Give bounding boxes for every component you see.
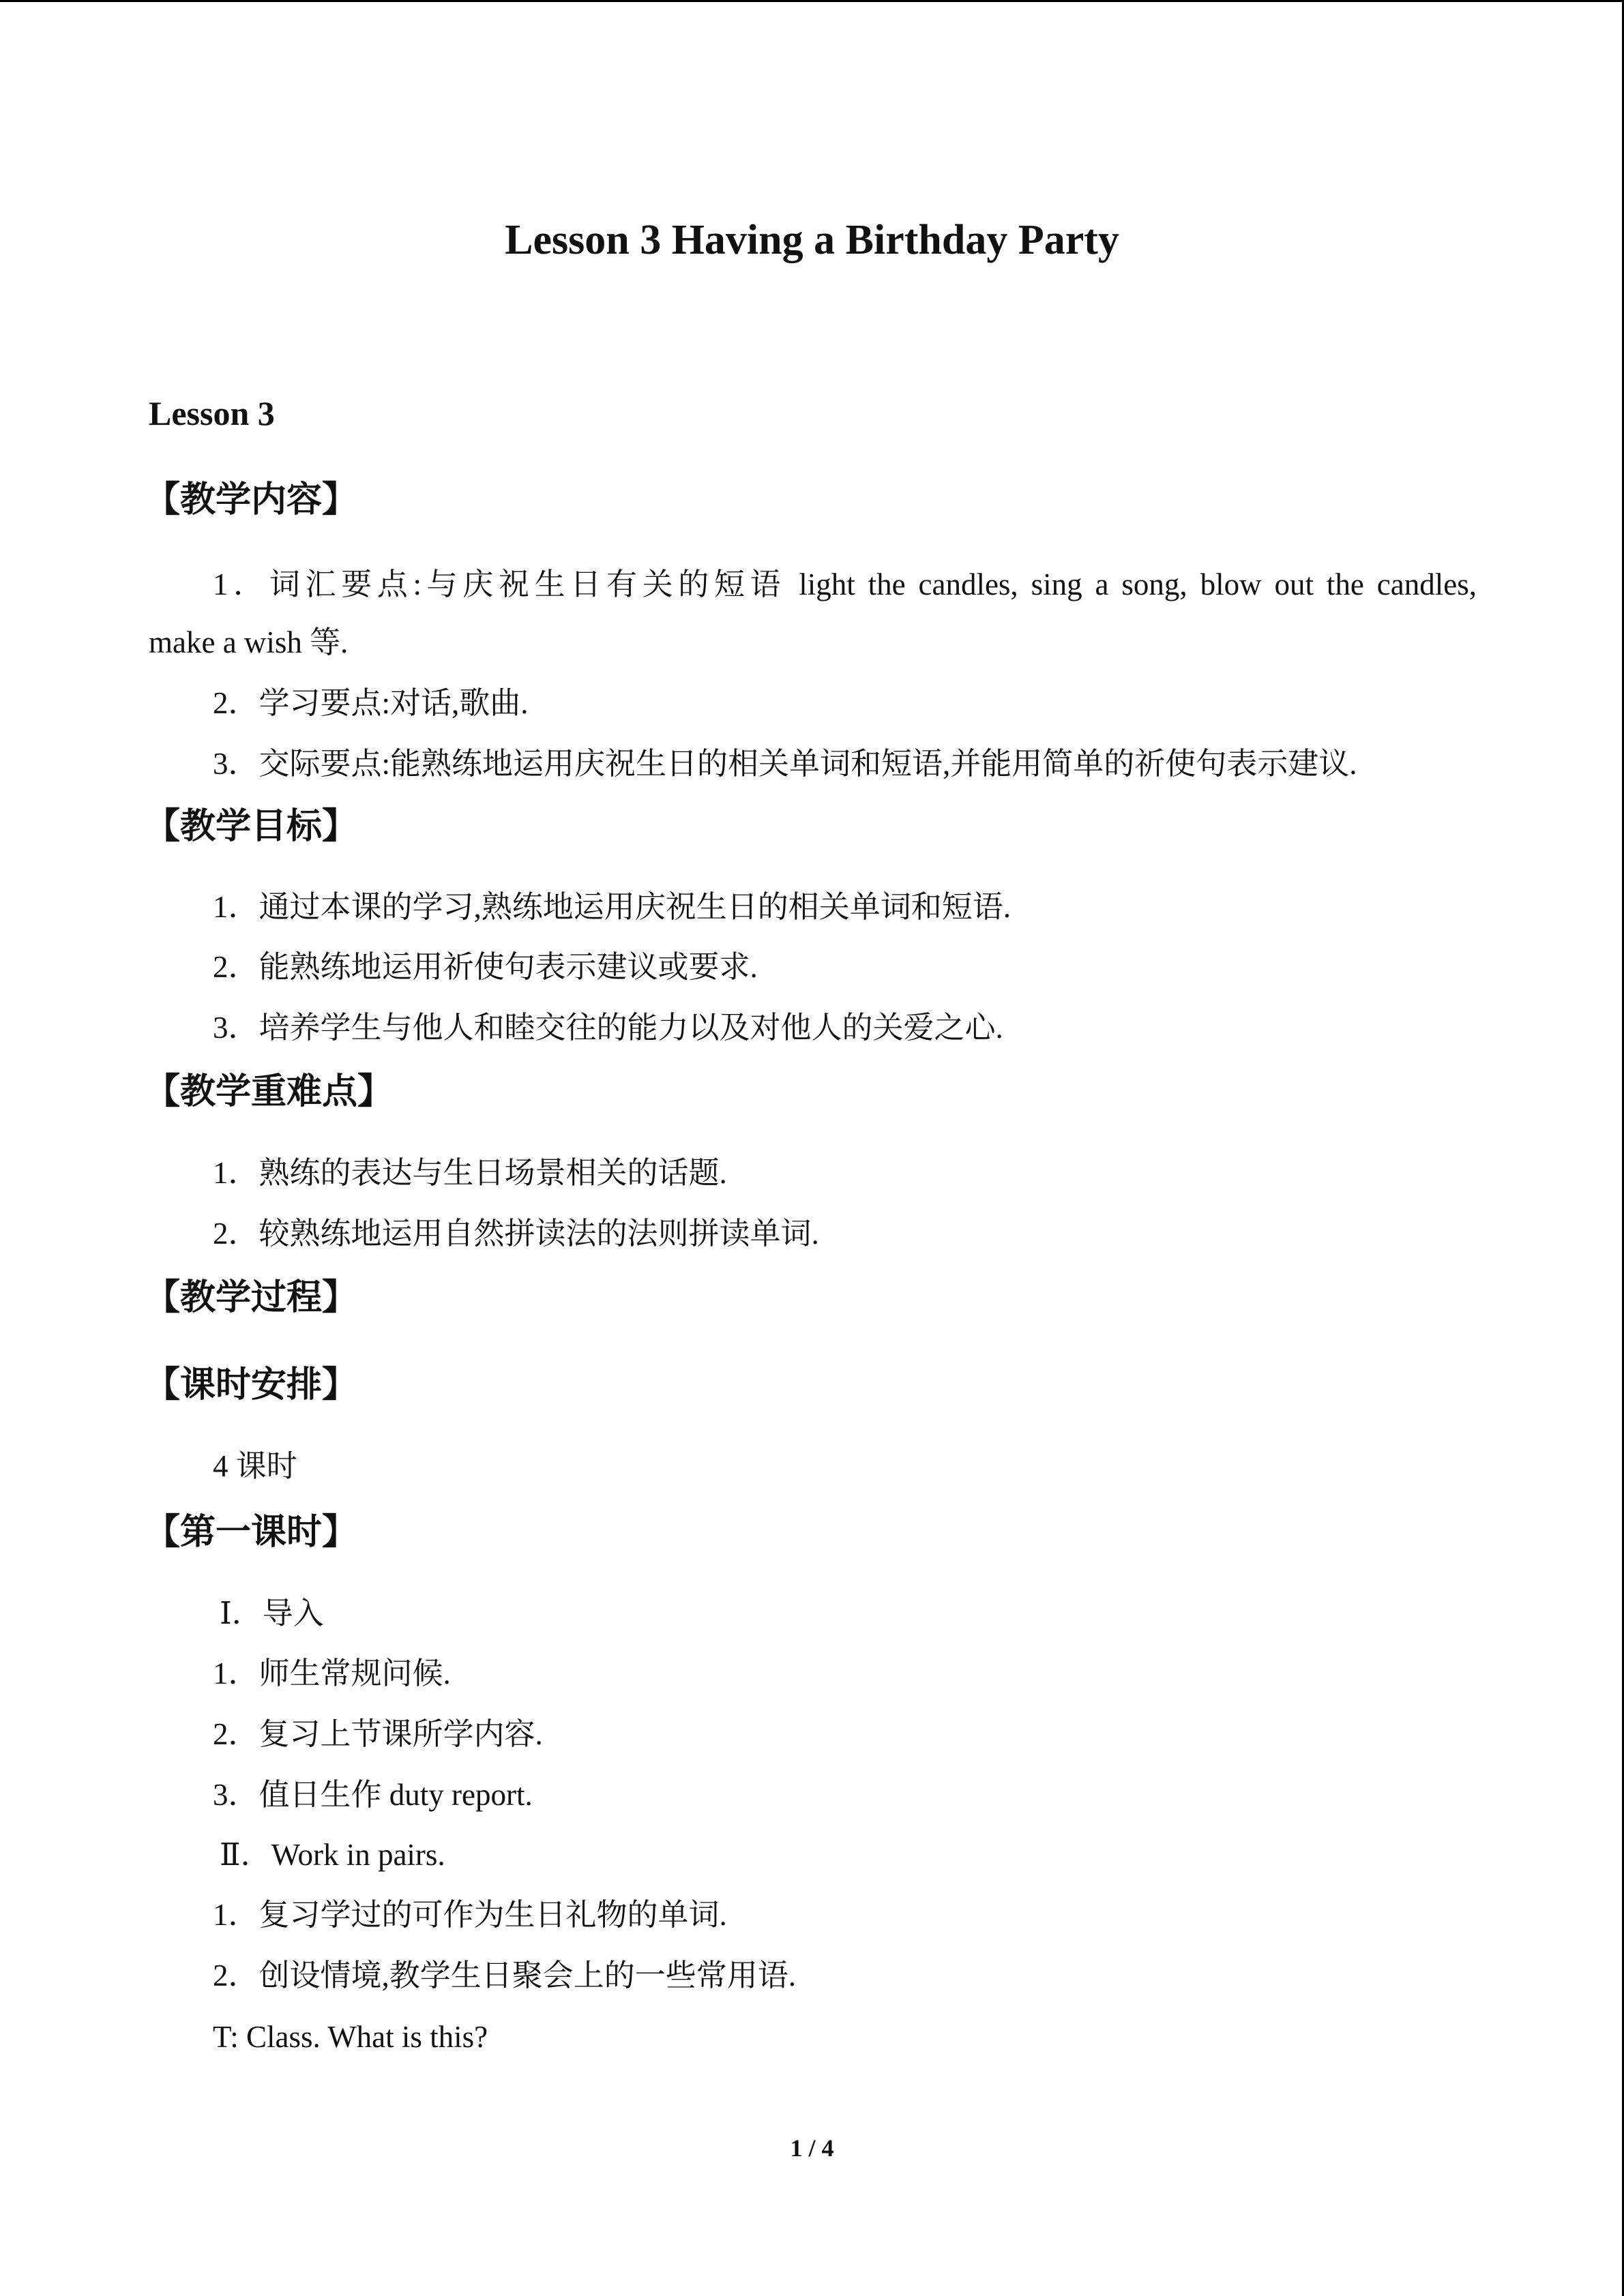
objective-item-1: 1．通过本课的学习,熟练地运用庆祝生日的相关单词和短语. [213, 890, 1012, 924]
section-heading-objectives: 【教学目标】 [145, 806, 358, 847]
part-1-title: Ⅰ．导入 [220, 1596, 324, 1630]
content-item-2: 2．学习要点:对话,歌曲. [213, 686, 529, 720]
top-border-line [0, 0, 1624, 2]
content-item-3: 3．交际要点:能熟练地运用庆祝生日的相关单词和短语,并能用简单的祈使句表示建议. [213, 747, 1357, 781]
content-item-1-line-2: make a wish 等. [149, 625, 349, 659]
part-2-item-1: 1．复习学过的可作为生日礼物的单词. [213, 1898, 727, 1932]
section-heading-key-points: 【教学重难点】 [145, 1071, 394, 1112]
part-2-title: Ⅱ．Work in pairs. [220, 1838, 445, 1872]
dialogue-line-1: T: Class. What is this? [213, 2020, 488, 2054]
section-heading-first-period: 【第一课时】 [145, 1512, 358, 1553]
lesson-label: Lesson 3 [149, 394, 275, 432]
part-1-item-3: 3．值日生作 duty report. [213, 1778, 533, 1812]
section-heading-content: 【教学内容】 [145, 479, 358, 520]
objective-item-2: 2．能熟练地运用祈使句表示建议或要求. [213, 950, 758, 984]
content-item-1-line-1: 1．词汇要点:与庆祝生日有关的短语 light the candles, sing a song, blow out the candles, [213, 567, 1477, 601]
key-point-item-1: 1．熟练的表达与生日场景相关的话题. [213, 1156, 727, 1190]
section-heading-process: 【教学过程】 [145, 1277, 358, 1318]
part-2-item-2: 2．创设情境,教学生日聚会上的一些常用语. [213, 1958, 797, 1993]
section-heading-schedule: 【课时安排】 [145, 1365, 358, 1405]
page-number: 1 / 4 [790, 2134, 834, 2162]
objective-item-3: 3．培养学生与他人和睦交往的能力以及对他人的关爱之心. [213, 1011, 1003, 1045]
part-1-item-2: 2．复习上节课所学内容. [213, 1717, 543, 1751]
part-1-item-1: 1．师生常规问候. [213, 1656, 451, 1690]
schedule-text: 4 课时 [213, 1449, 297, 1483]
key-point-item-2: 2．较熟练地运用自然拼读法的法则拼读单词. [213, 1217, 819, 1251]
document-title: Lesson 3 Having a Birthday Party [505, 217, 1119, 263]
